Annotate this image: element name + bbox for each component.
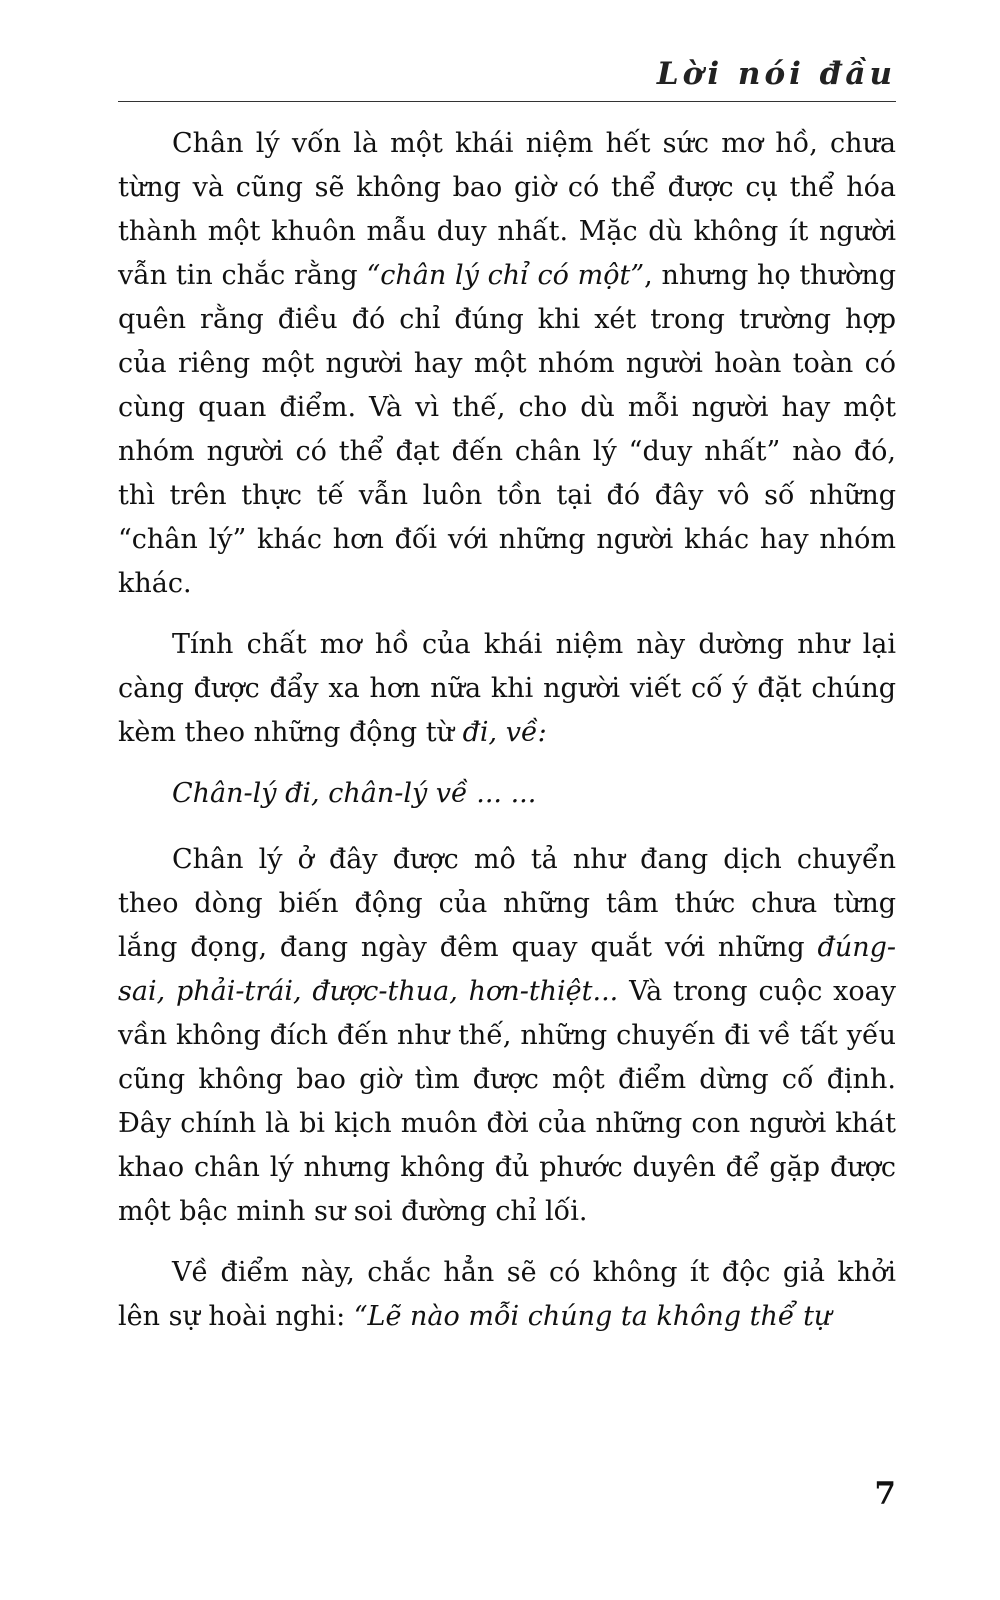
paragraph-2: [118, 623, 896, 755]
paragraph-3: [118, 838, 896, 1234]
header-divider: [118, 101, 896, 102]
paragraph-1-italic-quote: “chân lý chỉ có một”: [366, 260, 645, 291]
paragraph-3-italic-pairs: đúng-sai, phải-trái, được-thua, hơn-thiệt...: [118, 932, 896, 1007]
paragraph-4-italic-quote: “Lẽ nào mỗi chúng ta không thể tự: [353, 1301, 832, 1332]
verse-line-text: Chân-lý đi, chân-lý về ... ...: [172, 778, 537, 809]
running-header-title: Lời nói đầu: [656, 56, 896, 92]
paragraph-2-italic-verbs: đi, về:: [462, 717, 547, 748]
paragraph-1-text-b: , nhưng họ thường quên rằng điều đó chỉ đúng khi xét trong trường hợp của riêng một người hay một nhóm người hoàn toàn có cùng quan điểm. Và vì thế, cho dù mỗi người hay một nhóm người có thể đạt đến chân lý “duy nhất” nào đó, thì trên thực tế vẫn luôn tồn tại đó đây vô số những “chân lý” khác hơn đối với những người khác hay nhóm khác.: [118, 260, 896, 599]
paragraph-3-text-b: Và trong cuộc xoay vần không đích đến như thế, những chuyến đi về tất yếu cũng không bao giờ tìm được một điểm dừng cố định. Đây chính là bi kịch muôn đời của những con người khát khao chân lý nhưng không đủ phước duyên để gặp được một bậc minh sư soi đường chỉ lối.: [118, 976, 896, 1227]
page-number: 7: [874, 1476, 896, 1512]
paragraph-1: [118, 122, 896, 606]
body-text: [118, 122, 896, 1356]
paragraph-1-text-a: Chân lý vốn là một khái niệm hết sức mơ hồ, chưa từng và cũng sẽ không bao giờ có thể được cụ thể hóa thành một khuôn mẫu duy nhất. Mặc dù không ít người vẫn tin chắc rằng: [118, 128, 896, 291]
paragraph-3-text-a: Chân lý ở đây được mô tả như đang dịch chuyển theo dòng biến động của những tâm thức chưa từng lắng đọng, đang ngày đêm quay quắt với những: [118, 844, 896, 963]
paragraph-2-text-a: Tính chất mơ hồ của khái niệm này dường như lại càng được đẩy xa hơn nữa khi người viết cố ý đặt chúng kèm theo những động từ: [118, 629, 896, 748]
paragraph-4: [118, 1251, 896, 1339]
paragraph-4-text-a: Về điểm này, chắc hẳn sẽ có không ít độc giả khởi lên sự hoài nghi:: [118, 1257, 896, 1332]
book-page: [118, 0, 896, 1600]
verse-line: [118, 772, 896, 816]
